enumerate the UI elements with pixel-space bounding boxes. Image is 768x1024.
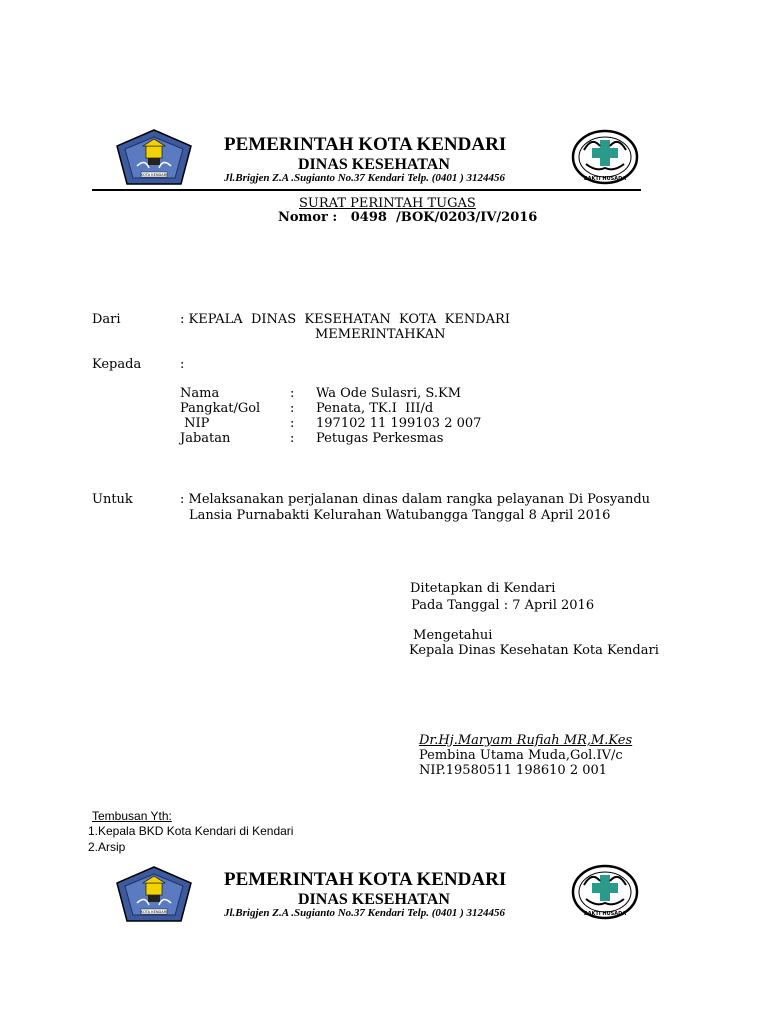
field-label: Jabatan xyxy=(180,431,231,446)
signer-position: Kepala Dinas Kesehatan Kota Kendari xyxy=(409,643,659,658)
emblem-caption: KOTA KENDARI xyxy=(140,173,168,178)
bakti-husada-logo xyxy=(570,863,640,921)
dari-value: : KEPALA DINAS KESEHATAN KOTA KENDARI xyxy=(180,312,510,327)
logo-caption: BAKTI HUSADA xyxy=(583,176,627,182)
untuk-line-2: Lansia Purnabakti Kelurahan Watubangga Tanggal 8 April 2016 xyxy=(189,508,611,523)
field-colon: : xyxy=(290,416,295,431)
field-colon: : xyxy=(290,386,295,401)
signer-name: Dr.Hj.Maryam Rufiah MR,M.Kes xyxy=(419,733,633,748)
signer-rank: Pembina Utama Muda,Gol.IV/c xyxy=(419,748,623,763)
emblem-caption: KOTA KENDARI xyxy=(140,910,168,915)
field-label: Pangkat/Gol xyxy=(180,401,261,416)
field-label: NIP xyxy=(180,416,210,431)
kepada-colon: : xyxy=(180,357,185,372)
logo-caption: BAKTI HUSADA xyxy=(583,911,627,917)
field-value-pangkat: Penata, TK.I III/d xyxy=(316,401,434,416)
agency-address: Jl.Brigjen Z.A .Sugianto No.37 Kendari Telp. (0401 ) 3124456 xyxy=(224,172,506,184)
bakti-husada-logo xyxy=(570,128,640,186)
agency-address: Jl.Brigjen Z.A .Sugianto No.37 Kendari Telp. (0401 ) 3124456 xyxy=(224,907,506,919)
agency-title: DINAS KESEHATAN xyxy=(298,156,450,173)
gov-title: PEMERINTAH KOTA KENDARI xyxy=(224,134,507,155)
field-value-jabatan: Petugas Perkesmas xyxy=(316,431,444,446)
issued-place: Ditetapkan di Kendari xyxy=(410,581,556,596)
field-value-nama: Wa Ode Sulasri, S.KM xyxy=(316,386,462,401)
letter-title: SURAT PERINTAH TUGAS xyxy=(299,196,476,211)
letter-number: Nomor : 0498 /BOK/0203/IV/2016 xyxy=(278,210,538,225)
command-text: MEMERINTAHKAN xyxy=(315,327,446,342)
kota-kendari-emblem xyxy=(115,128,193,186)
kepada-label: Kepada xyxy=(92,357,142,372)
header-divider xyxy=(92,189,641,191)
untuk-line-1: : Melaksanakan perjalanan dinas dalam rangka pelayanan Di Posyandu xyxy=(180,492,651,507)
field-value-nip: 197102 11 199103 2 007 xyxy=(316,416,482,431)
dari-label: Dari xyxy=(92,312,121,327)
gov-title: PEMERINTAH KOTA KENDARI xyxy=(224,869,507,890)
issued-date: Pada Tanggal : 7 April 2016 xyxy=(407,598,595,613)
tembusan-item: 1.Kepala BKD Kota Kendari di Kendari xyxy=(88,824,294,838)
agency-title: DINAS KESEHATAN xyxy=(298,891,450,908)
field-colon: : xyxy=(290,431,295,446)
signer-nip: NIP.19580511 198610 2 001 xyxy=(419,763,608,778)
field-label: Nama xyxy=(180,386,220,401)
acknowledge-text: Mengetahui xyxy=(409,628,493,643)
tembusan-item: 2.Arsip xyxy=(88,840,126,854)
tembusan-title: Tembusan Yth: xyxy=(92,809,172,823)
kota-kendari-emblem xyxy=(115,865,193,923)
field-colon: : xyxy=(290,401,295,416)
untuk-label: Untuk xyxy=(92,492,133,507)
